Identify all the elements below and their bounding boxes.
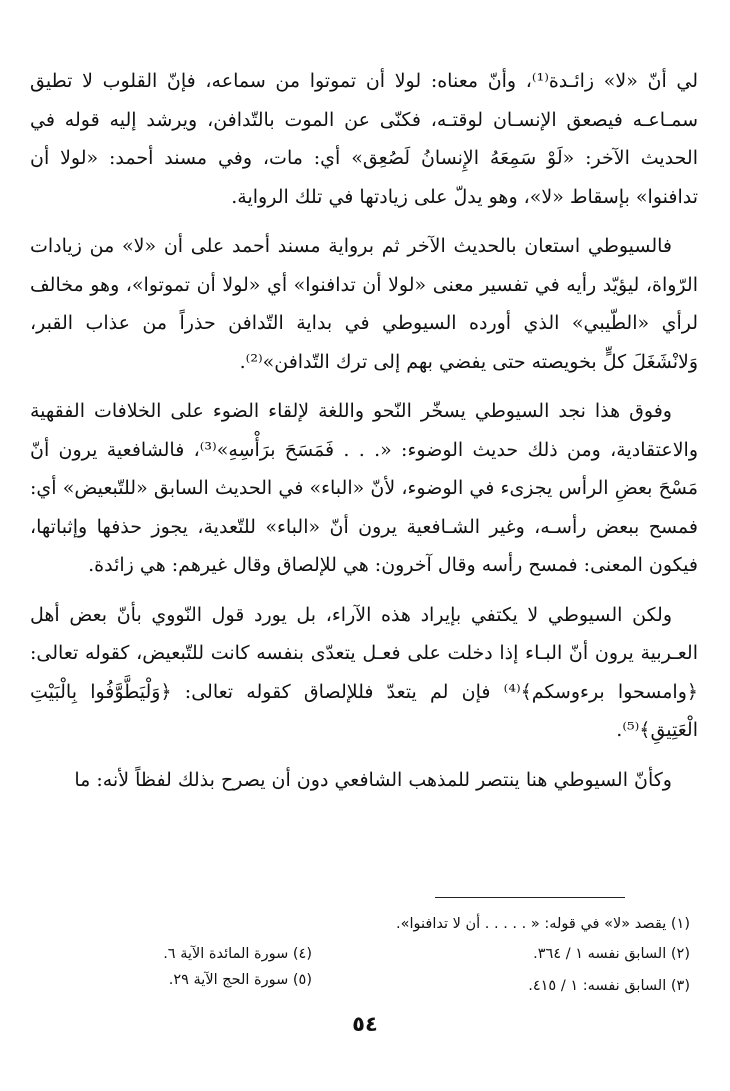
page-number: ٥٤ <box>352 1012 378 1036</box>
footnote-5: (٥) سورة الحج الآية ٢٩. <box>168 972 312 988</box>
paragraph-1: لي أنّ «لا» زائـدة⁽¹⁾، وأنّ معناه: لولا أن تموتوا من سماعه، فإنّ القلوب لا تطيق سمـاعـه فيصعق الإنسـان لوقتـه، فكنّى عن الموت بالتّدافن، ويرشد إليه قوله في الحديث الآخر: «لَوْ سَمِعَهُ الإِنسانُ لَصُعِق» أي: مات، وفي مسند أحمد: «لولا أن تدافنوا» بإسقاط «لا»، وهو يدلّ على زيادتها في تلك الرواية. <box>30 70 698 208</box>
footnote-1: (١) يقصد «لا» في قوله: « . . . . . أن لا تدافنوا». <box>396 916 690 932</box>
main-text <box>30 62 698 810</box>
paragraph-4: ولكن السيوطي لا يكتفي بإيراد هذه الآراء، بل يورد قول النّووي بأنّ بعض أهل العـربية يرون أنّ البـاء إذا دخلت على فعـل يتعدّى بنفسه كانت للتّبعيض، كقوله تعالى: ﴿وامسحوا برءوسكم﴾⁽⁴⁾ فإن لم يتعدّ فللإلصاق كقوله تعالى: ﴿وَلْيَطَّوَّفُوا بِالْبَيْتِ الْعَتِيقِ﴾⁽⁵⁾. <box>30 603 698 741</box>
paragraph-5: وكأنّ السيوطي هنا ينتصر للمذهب الشافعي دون أن يصرح بذلك لفظاً لأنه: ما <box>74 768 672 791</box>
paragraph-3: وفوق هذا نجد السيوطي يسخّر النّحو واللغة لإلقاء الضوء على الخلافات الفقهية والاعتقادية، ومن ذلك حديث الوضوء: «. . . فَمَسَحَ برَأْسِهِ»⁽³⁾، فالشافعية يرون أنّ مَسْحَ بعضِ الرأس يجزىء في الوضوء، لأنّ «الباء» في الحديث السابق «للتّبعيض» أي: فمسح ببعض رأسـه، وغير الشـافعية يرون أنّ «الباء» للتّعدية، يجوز حذفها وإثباتها، فيكون المعنى: فمسح رأسه وقال آخرون: هي للإلصاق وقال غيرهم: هي زائدة. <box>30 400 698 576</box>
footnote-2: (٢) السابق نفسه ١ / ٣٦٤. <box>533 946 690 962</box>
footnote-4: (٤) سورة المائدة الآية ٦. <box>163 946 312 962</box>
paragraph-2: فالسيوطي استعان بالحديث الآخر ثم برواية مسند أحمد على أن «لا» من زيادات الرّواة، ليؤيّد رأيه في تفسير معنى «لولا أن تدافنوا» أي «لولا أن تموتوا»، وهو مخالف لرأي «الطّيبي» الذي أورده السيوطي في بداية التّدافن حذراً من عذاب القبر، وَلانْشَغَلَ كلٍّ بخويصته حتى يفضي بهم إلى ترك التّدافن»⁽²⁾. <box>30 235 698 373</box>
footnote-separator <box>435 897 625 898</box>
footnote-3: (٣) السابق نفسه: ١ / ٤١٥. <box>528 978 690 994</box>
